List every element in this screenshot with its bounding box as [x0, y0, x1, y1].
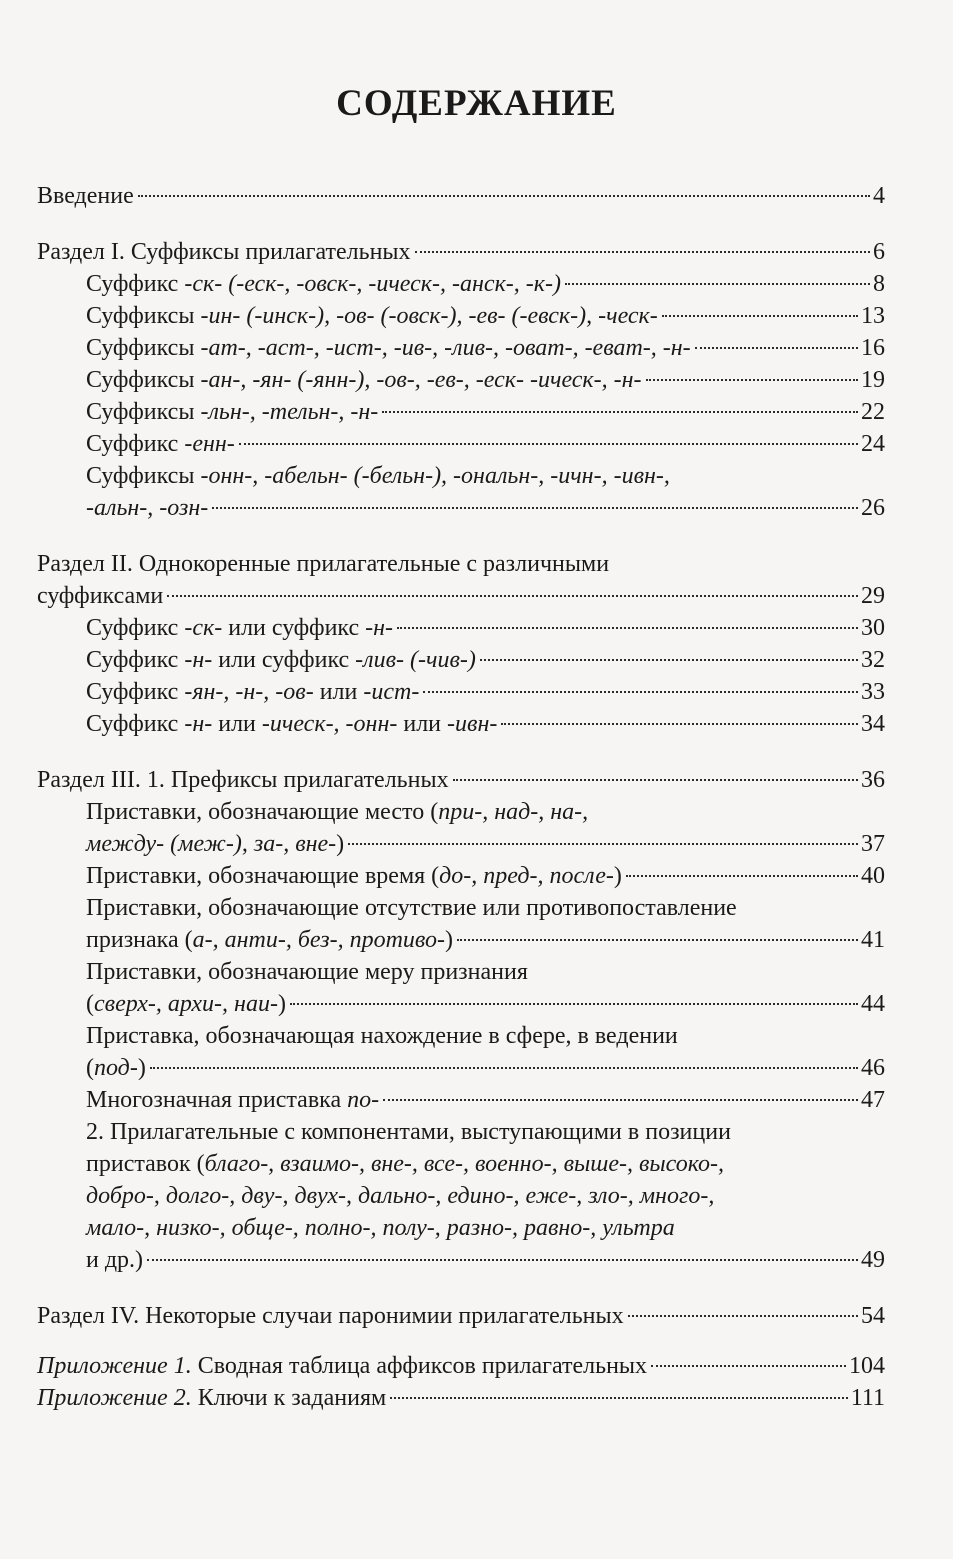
- toc-page-number: 47: [861, 1087, 885, 1113]
- toc-page-number: 46: [861, 1055, 885, 1081]
- toc-page-number: 6: [873, 239, 885, 265]
- dot-leader: [150, 1067, 858, 1069]
- dot-leader: [457, 939, 858, 941]
- toc-page-number: 40: [861, 863, 885, 889]
- dot-leader: [138, 195, 870, 197]
- toc-entry-line[interactable]: Приставки, обозначающие меру признания: [86, 959, 528, 985]
- toc-entry[interactable]: Суффикс -ск- (-еск-, -овск-, -ическ-, -анск-, -к-) 8: [37, 268, 885, 300]
- toc-entry[interactable]: Суффикс -ск- или суффикс -н- 30: [37, 612, 885, 644]
- toc-appendix-2[interactable]: Приложение 2. Ключи к заданиям 111: [37, 1382, 885, 1414]
- toc-page-number: 4: [873, 183, 885, 209]
- dot-leader: [167, 595, 858, 597]
- dot-leader: [382, 411, 858, 413]
- dot-leader: [147, 1259, 858, 1261]
- toc-entry[interactable]: Суффикс -н- или -ическ-, -онн- или -ивн- 34: [37, 708, 885, 740]
- dot-leader: [212, 507, 858, 509]
- toc-page-number: 104: [849, 1353, 885, 1379]
- toc-entry[interactable]: и др.) 49: [37, 1244, 885, 1276]
- toc-page-number: 41: [861, 927, 885, 953]
- toc-entry-text: Введение: [37, 183, 134, 209]
- toc-page-number: 49: [861, 1247, 885, 1273]
- toc-page-number: 34: [861, 711, 885, 737]
- toc-entry[interactable]: признака (а-, анти-, без-, противо-) 41: [37, 924, 885, 956]
- toc-entry-line[interactable]: Приставка, обозначающая нахождение в сфере, в ведении: [86, 1023, 678, 1049]
- toc-page-number: 32: [861, 647, 885, 673]
- toc-section-4[interactable]: [37, 1300, 885, 1332]
- toc-page-number: 54: [861, 1303, 885, 1329]
- dot-leader: [662, 315, 858, 317]
- toc-entry-intro[interactable]: [37, 180, 885, 212]
- toc-entry[interactable]: Суффиксы -ан-, -ян- (-янн-), -ов-, -ев-, -еск- -ическ-, -н- 19: [37, 364, 885, 396]
- toc-entry[interactable]: Суффикс -енн- 24: [37, 428, 885, 460]
- toc-page-number: 8: [873, 271, 885, 297]
- toc-entry[interactable]: Суффиксы -льн-, -тельн-, -н- 22: [37, 396, 885, 428]
- dot-leader: [695, 347, 858, 349]
- toc-entry-text: Раздел IV. Некоторые случаи паронимии прилагательных: [37, 1303, 624, 1329]
- toc-page-number: 111: [850, 1385, 885, 1411]
- toc-entry-text: суффиксами: [37, 583, 164, 609]
- toc-section-2-line[interactable]: Раздел II. Однокоренные прилагательные с различными: [37, 551, 610, 577]
- dot-leader: [348, 843, 858, 845]
- dot-leader: [501, 723, 858, 725]
- toc-section-1[interactable]: [37, 236, 885, 268]
- dot-leader: [565, 283, 870, 285]
- toc-page-number: 22: [861, 399, 885, 425]
- toc-page-number: 26: [861, 495, 885, 521]
- table-of-contents: [37, 180, 885, 1414]
- dot-leader: [480, 659, 858, 661]
- toc-entry-line[interactable]: 2. Прилагательные с компонентами, выступающими в позиции: [86, 1119, 731, 1145]
- toc-entry[interactable]: (сверх-, архи-, наи-) 44: [37, 988, 885, 1020]
- dot-leader: [290, 1003, 858, 1005]
- dot-leader: [651, 1365, 846, 1367]
- dot-leader: [453, 779, 858, 781]
- dot-leader: [626, 875, 858, 877]
- toc-page-number: 19: [861, 367, 885, 393]
- toc-entry-text: Раздел I. Суффиксы прилагательных: [37, 239, 411, 265]
- toc-entry-line[interactable]: Суффиксы -онн-, -абельн- (-бельн-), -ональн-, -ичн-, -ивн-,: [86, 463, 670, 489]
- toc-entry-line[interactable]: добро-, долго-, дву-, двух-, дально-, едино-, еже-, зло-, много-,: [86, 1183, 715, 1209]
- toc-entry-line[interactable]: приставок (благо-, взаимо-, вне-, все-, военно-, выше-, высоко-,: [86, 1151, 725, 1177]
- dot-leader: [390, 1397, 848, 1399]
- toc-entry-line[interactable]: Приставки, обозначающие место (при-, над-, на-,: [86, 799, 589, 825]
- toc-page-number: 33: [861, 679, 885, 705]
- dot-leader: [646, 379, 858, 381]
- toc-page-number: 16: [861, 335, 885, 361]
- toc-section-3[interactable]: [37, 764, 885, 796]
- toc-entry[interactable]: между- (меж-), за-, вне-) 37: [37, 828, 885, 860]
- page-title: СОДЕРЖАНИЕ: [336, 83, 617, 124]
- toc-section-2[interactable]: [37, 580, 885, 612]
- toc-entry[interactable]: Суффиксы -ин- (-инск-), -ов- (-овск-), -ев- (-евск-), -ческ- 13: [37, 300, 885, 332]
- toc-page-number: 29: [861, 583, 885, 609]
- dot-leader: [415, 251, 870, 253]
- toc-appendix-1[interactable]: Приложение 1. Сводная таблица аффиксов прилагательных 104: [37, 1350, 885, 1382]
- toc-entry[interactable]: Суффикс -ян-, -н-, -ов- или -ист- 33: [37, 676, 885, 708]
- toc-page-number: 13: [861, 303, 885, 329]
- toc-entry[interactable]: Суффикс -н- или суффикс -лив- (-чив-) 32: [37, 644, 885, 676]
- toc-page-number: 37: [861, 831, 885, 857]
- toc-entry[interactable]: (под-) 46: [37, 1052, 885, 1084]
- dot-leader: [397, 627, 858, 629]
- dot-leader: [239, 443, 858, 445]
- toc-page-number: 36: [861, 767, 885, 793]
- toc-entry-text: Раздел III. 1. Префиксы прилагательных: [37, 767, 449, 793]
- toc-entry[interactable]: Суффиксы -ат-, -аст-, -ист-, -ив-, -лив-, -оват-, -еват-, -н- 16: [37, 332, 885, 364]
- dot-leader: [423, 691, 858, 693]
- dot-leader: [628, 1315, 858, 1317]
- toc-entry-line[interactable]: Приставки, обозначающие отсутствие или противопоставление: [86, 895, 737, 921]
- toc-page-number: 24: [861, 431, 885, 457]
- toc-page-number: 44: [861, 991, 885, 1017]
- dot-leader: [383, 1099, 858, 1101]
- toc-entry[interactable]: Приставки, обозначающие время (до-, пред-, после-) 40: [37, 860, 885, 892]
- toc-entry-line[interactable]: мало-, низко-, обще-, полно-, полу-, разно-, равно-, ультра: [86, 1215, 675, 1241]
- toc-page-number: 30: [861, 615, 885, 641]
- toc-entry[interactable]: -альн-, -озн- 26: [37, 492, 885, 524]
- toc-entry[interactable]: Многозначная приставка по- 47: [37, 1084, 885, 1116]
